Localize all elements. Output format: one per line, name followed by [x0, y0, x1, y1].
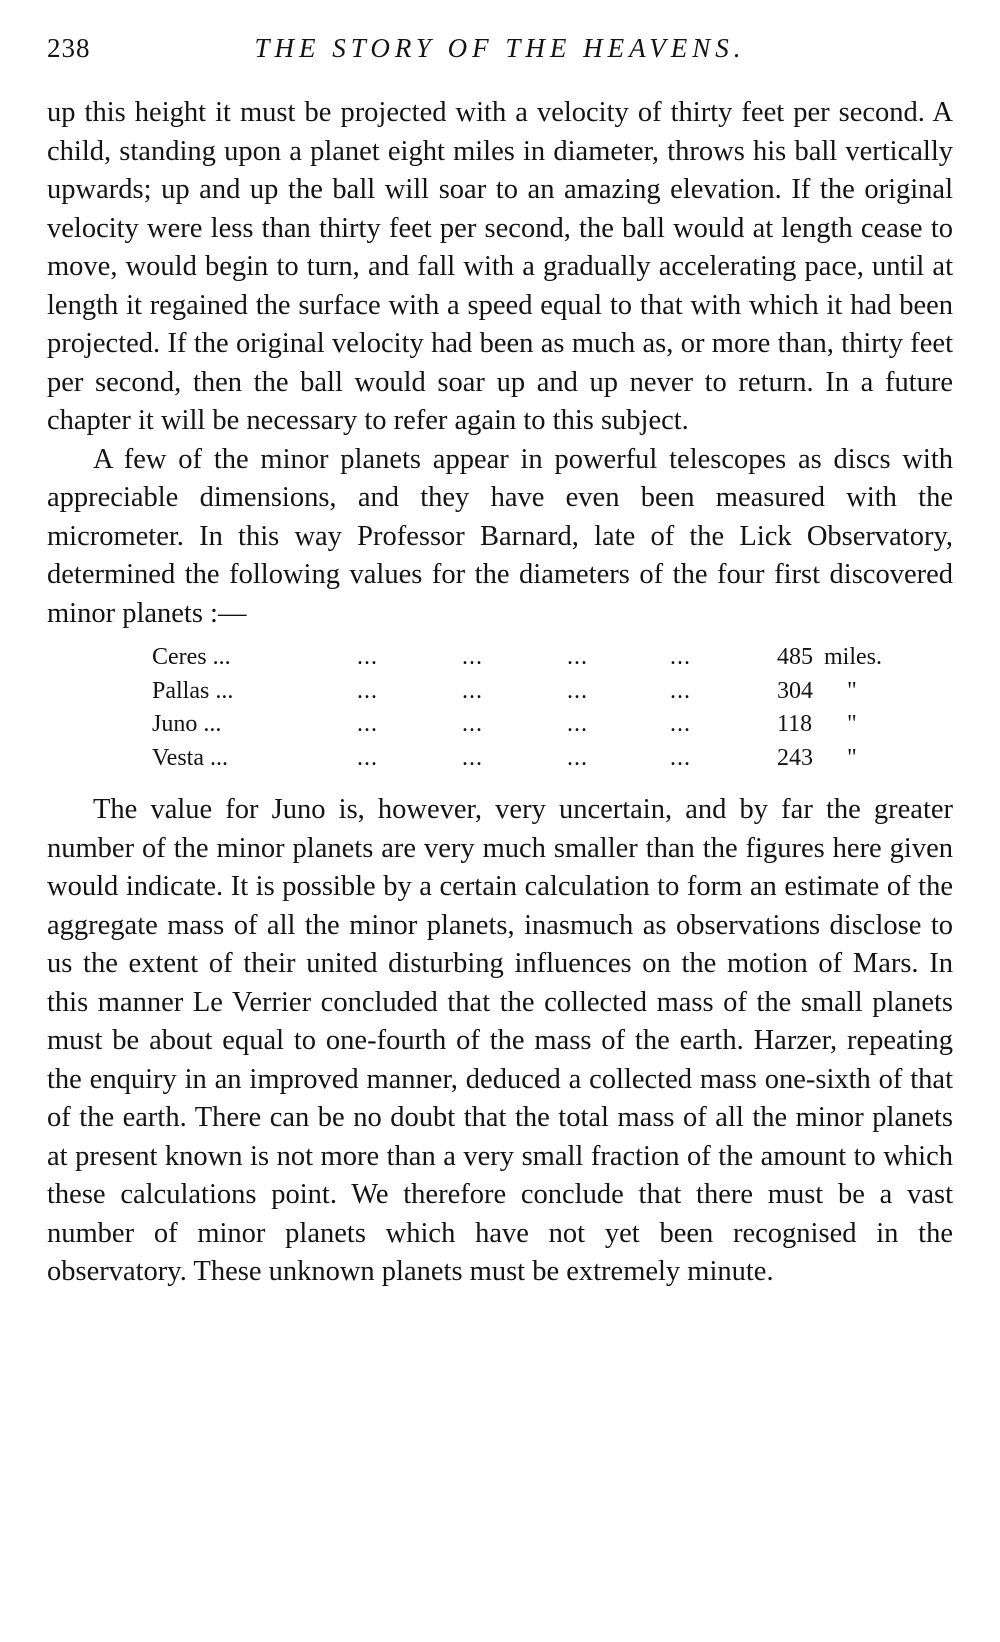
leader-dots: ... — [567, 711, 588, 737]
diameter-value: 304 — [777, 677, 813, 704]
page-header — [47, 28, 953, 68]
planet-name: Vesta ... — [152, 744, 228, 771]
leader-dots: ... — [357, 744, 378, 771]
ditto-mark: " — [847, 711, 857, 737]
leader-dots: ... — [670, 677, 691, 704]
planet-name: Juno ... — [152, 711, 222, 737]
leader-dots: ... — [670, 644, 691, 670]
diameters-table — [152, 641, 892, 775]
leader-dots: ... — [462, 677, 483, 704]
page-number: 238 — [47, 33, 91, 63]
leader-dots: ... — [567, 644, 588, 670]
leader-dots: ... — [462, 644, 483, 670]
ditto-mark: " — [847, 744, 857, 771]
leader-dots: ... — [357, 711, 378, 737]
leader-dots: ... — [567, 677, 588, 704]
paragraph-continuation: up this height it must be projected with a velocity of thirty feet per second. A child, standing upon a planet eight miles in diameter, throws his ball vertically upwards; up and up the ball will soar to an amazing elevation. If the original velocity were less than thirty feet per second, the ball would at length cease to move, would begin to turn, and fall with a gradually accelerating pace, until at length it regained the surface with a speed equal to that with which it had been projected. If the original velocity had been as much as, or more than, thirty feet per second, then the ball would soar up and up never to return. In a future chapter it will be necessary to refer again to this subject. — [47, 97, 953, 436]
planet-name: Pallas ... — [152, 677, 234, 704]
leader-dots: ... — [462, 744, 483, 771]
book-page — [47, 28, 953, 1292]
table-row — [152, 675, 892, 709]
table-row — [152, 641, 892, 675]
paragraph-minor-planets: A few of the minor planets appear in powerful telescopes as discs with appreciable dimensions, and they have even been measured with the micrometer. In this way Professor Barnard, late of the Lick Observatory, determined the following values for the diameters of the four first discovered minor planets :— — [47, 443, 953, 629]
leader-dots: ... — [567, 744, 588, 771]
planet-name: Ceres ... — [152, 644, 231, 670]
table-row — [152, 742, 892, 776]
leader-dots: ... — [357, 644, 378, 670]
leader-dots: ... — [670, 711, 691, 737]
diameter-value: 118 — [777, 711, 813, 737]
diameter-value: 243 — [777, 744, 813, 771]
diameter-unit: miles. — [824, 644, 882, 670]
leader-dots: ... — [357, 677, 378, 704]
table-row — [152, 708, 892, 742]
running-title: THE STORY OF THE HEAVENS. — [254, 33, 746, 63]
diameter-value: 485 — [777, 644, 813, 670]
leader-dots: ... — [462, 711, 483, 737]
ditto-mark: " — [847, 677, 857, 704]
paragraph-collected-mass: The value for Juno is, however, very uncertain, and by far the greater number of the minor planets are very much smaller than the figures here given would indicate. It is possible by a certain calculation to form an estimate of the aggregate mass of all the minor planets, inasmuch as observations disclose to us the extent of their united disturbing influences on the motion of Mars. In this manner Le Verrier concluded that the collected mass of the small planets must be about equal to one-fourth of the mass of the earth. Harzer, repeating the enquiry in an improved manner, deduced a collected mass one-sixth of that of the earth. There can be no doubt that the total mass of all the minor planets at present known is not more than a very small fraction of the amount to which these calculations point. We therefore conclude that there must be a vast number of minor planets which have not yet been recognised in the observatory. These unknown planets must be extremely minute. — [47, 794, 953, 1287]
leader-dots: ... — [670, 744, 691, 771]
